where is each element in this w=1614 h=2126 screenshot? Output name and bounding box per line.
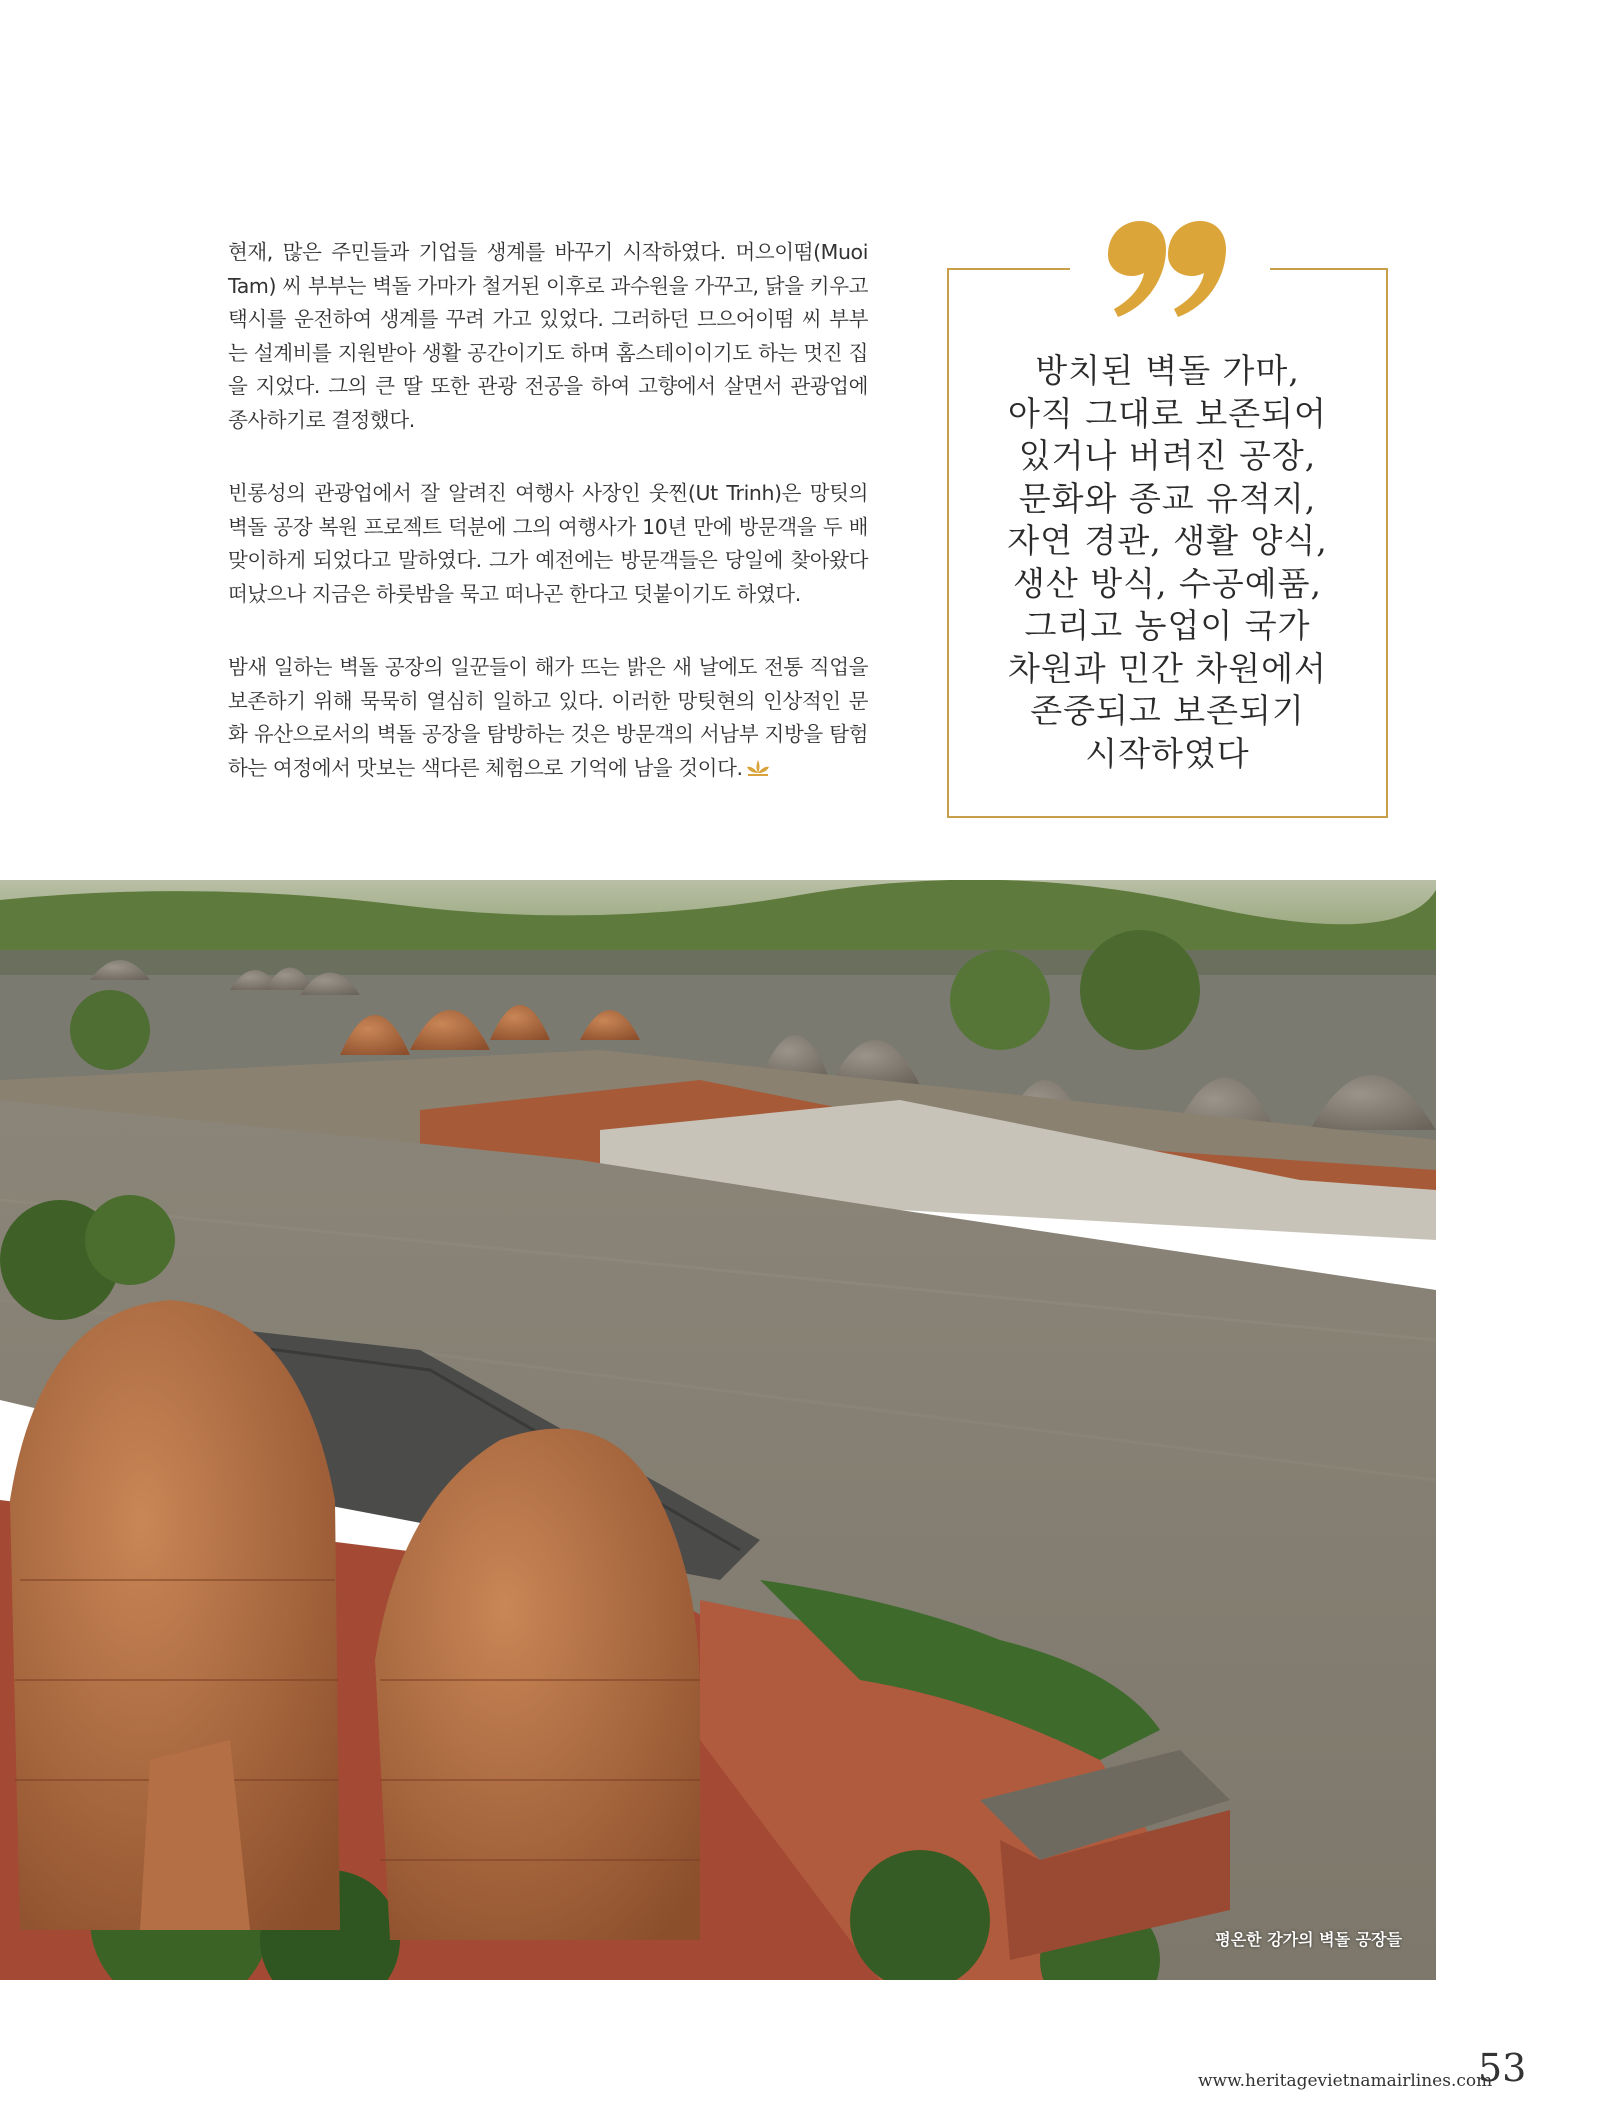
page-number: 53 [1478,2046,1527,2090]
footer-url: www.heritagevietnamairlines.com [1198,2071,1493,2091]
article-body [228,236,868,785]
paragraph-1: 현재, 많은 주민들과 기업들 생계를 바꾸기 시작하였다. 머으이떰(Muoi Tam) 씨 부부는 벽돌 가마가 철거된 이후로 과수원을 가꾸고, 닭을 키우고 택시를 운전하여 생계를 꾸려 가고 있었다. 그러하던 므으어이떰 씨 부부는 설계비를 지원받아 생활 공간이기도 하며 홈스테이이기도 하는 멋진 집을 지었다. 그의 큰 딸 또한 관광 전공을 하여 고향에서 살면서 관광업에 종사하기로 결정했다. [228,240,868,432]
paragraph-3 [228,651,868,785]
photo-caption: 평온한 강가의 벽돌 공장들 [1215,1930,1402,1949]
paragraph-2: 빈롱성의 관광업에서 잘 알려진 여행사 사장인 웃찐(Ut Trinh)은 망팃의 벽돌 공장 복원 프로젝트 덕분에 그의 여행사가 10년 만에 방문객을 두 배 맞이하게 되었다고 말하였다. 그가 예전에는 방문객들은 당일에 찾아왔다 떠났으나 지금은 하룻밤을 묵고 떠나곤 한다고 덧붙이기도 하였다. [228,481,868,606]
paragraph-3-text: 밤새 일하는 벽돌 공장의 일꾼들이 해가 뜨는 밝은 새 날에도 전통 직업을 보존하기 위해 묵묵히 열심히 일하고 있다. 이러한 망팃현의 인상적인 문화 유산으로서의 벽돌 공장을 탐방하는 것은 방문객의 서남부 지방을 탐험하는 여정에서 맛보는 색다른 체험으로 기억에 남을 것이다. [228,655,868,780]
pull-quote-text: 방치된 벽돌 가마, 아직 그대로 보존되어 있거나 버려진 공장, 문화와 종교 유적지, 자연 경관, 생활 양식, 생산 방식, 수공예품, 그리고 농업이 국가 차원과 민간 차원에서 존중되고 보존되기 시작하였다 [1007,351,1328,773]
lotus-end-icon [745,759,771,777]
brick-kiln-riverside-photo [0,880,1436,1980]
photo-illustration [0,880,1436,1980]
quote-mark-icon [1100,215,1230,325]
